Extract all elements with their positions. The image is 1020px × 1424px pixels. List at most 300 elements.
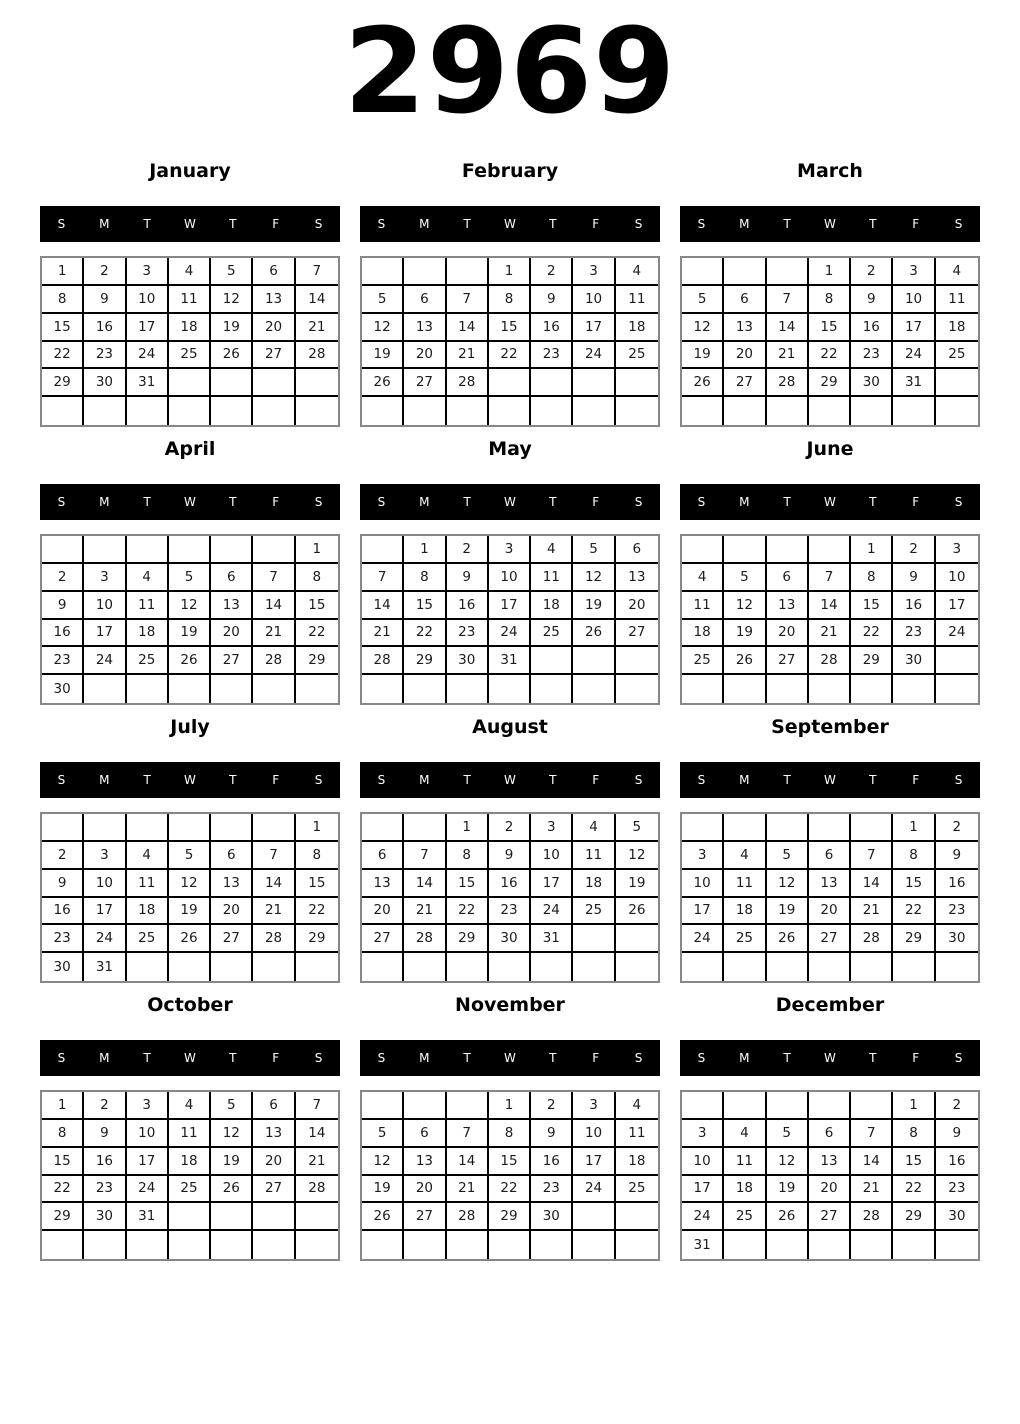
day-cell: 9 [531,286,573,314]
day-cell: 2 [531,258,573,286]
day-cell: 29 [42,369,84,397]
day-cell: 18 [724,1176,766,1204]
empty-day-cell [616,1231,658,1259]
weekday-label: T [783,773,791,787]
day-cell: 10 [127,286,169,314]
day-cell: 12 [362,1148,404,1176]
day-cell: 31 [84,953,126,981]
month-title: April [164,438,216,460]
empty-day-cell [296,1203,338,1231]
day-cell: 26 [767,1203,809,1231]
day-cell: 8 [489,1120,531,1148]
day-cell: 30 [936,925,978,953]
day-cell: 24 [84,925,126,953]
day-cell: 3 [127,1092,169,1120]
day-cell: 31 [531,925,573,953]
day-cell: 21 [253,898,295,926]
day-cell: 27 [362,925,404,953]
weekday-label: T [463,773,471,787]
empty-day-cell [573,1203,615,1231]
weekday-label: T [783,217,791,231]
day-cell: 24 [573,342,615,370]
day-cell: 4 [616,258,658,286]
weekday-header-bar [40,206,340,242]
day-cell: 7 [767,286,809,314]
day-cell: 8 [893,1120,935,1148]
day-cell: 6 [362,842,404,870]
day-cell: 17 [84,620,126,648]
empty-day-cell [682,953,724,981]
empty-day-cell [489,397,531,425]
empty-day-cell [724,1092,766,1120]
day-cell: 27 [616,620,658,648]
month-day-grid [680,812,980,983]
empty-day-cell [404,675,446,703]
empty-day-cell [893,953,935,981]
month-title: July [170,716,210,738]
day-cell: 6 [809,1120,851,1148]
empty-day-cell [253,814,295,842]
day-cell: 10 [936,564,978,592]
day-cell: 19 [169,620,211,648]
day-cell: 9 [42,592,84,620]
day-cell: 11 [724,1148,766,1176]
day-cell: 2 [851,258,893,286]
weekday-label: S [57,773,66,787]
day-cell: 27 [211,925,253,953]
empty-day-cell [682,397,724,425]
weekday-label: T [783,495,791,509]
day-cell: 16 [489,870,531,898]
day-cell: 11 [169,286,211,314]
weekday-label: S [954,1051,963,1065]
day-cell: 21 [851,1176,893,1204]
day-cell: 11 [531,564,573,592]
day-cell: 2 [84,1092,126,1120]
day-cell: 1 [42,258,84,286]
empty-day-cell [169,1231,211,1259]
day-cell: 14 [296,1120,338,1148]
empty-day-cell [169,675,211,703]
empty-day-cell [296,953,338,981]
empty-day-cell [127,1231,169,1259]
day-cell: 22 [296,898,338,926]
day-cell: 13 [211,592,253,620]
empty-day-cell [851,397,893,425]
day-cell: 12 [211,1120,253,1148]
day-cell: 30 [84,369,126,397]
day-cell: 20 [809,1176,851,1204]
weekday-label: T [869,217,877,231]
empty-day-cell [253,369,295,397]
day-cell: 6 [253,258,295,286]
empty-day-cell [767,536,809,564]
day-cell: 27 [253,342,295,370]
day-cell: 23 [531,1176,573,1204]
day-cell: 7 [296,258,338,286]
day-cell: 13 [616,564,658,592]
day-cell: 3 [127,258,169,286]
day-cell: 31 [682,1231,724,1259]
weekday-header-bar [680,206,980,242]
empty-day-cell [682,1092,724,1120]
day-cell: 4 [531,536,573,564]
day-cell: 2 [42,564,84,592]
month-june [680,433,980,711]
day-cell: 1 [489,258,531,286]
weekday-label: S [57,495,66,509]
month-title: October [147,994,233,1016]
day-cell: 2 [84,258,126,286]
day-cell: 15 [296,592,338,620]
day-cell: 9 [447,564,489,592]
weekday-label: T [229,773,237,787]
weekday-label: M [419,1051,430,1065]
day-cell: 27 [809,925,851,953]
weekday-label: F [272,773,280,787]
day-cell: 21 [362,620,404,648]
day-cell: 21 [404,898,446,926]
day-cell: 7 [447,1120,489,1148]
month-day-grid [360,534,660,705]
day-cell: 15 [893,870,935,898]
empty-day-cell [936,953,978,981]
day-cell: 11 [724,870,766,898]
weekday-label: S [954,495,963,509]
day-cell: 22 [893,1176,935,1204]
month-december [680,989,980,1267]
day-cell: 24 [573,1176,615,1204]
weekday-label: T [783,1051,791,1065]
day-cell: 29 [404,647,446,675]
day-cell: 4 [682,564,724,592]
empty-day-cell [616,925,658,953]
empty-day-cell [362,953,404,981]
weekday-label: W [184,773,196,787]
weekday-label: W [184,1051,196,1065]
day-cell: 10 [573,1120,615,1148]
day-cell: 14 [767,314,809,342]
day-cell: 7 [253,564,295,592]
day-cell: 26 [724,647,766,675]
empty-day-cell [767,1231,809,1259]
month-day-grid [360,256,660,427]
calendar-page [0,2,1020,1267]
month-title: August [472,716,548,738]
day-cell: 13 [809,870,851,898]
day-cell: 23 [936,898,978,926]
day-cell: 18 [169,314,211,342]
day-cell: 20 [616,592,658,620]
weekday-header-bar [40,1040,340,1076]
month-august [360,711,660,989]
day-cell: 19 [169,898,211,926]
day-cell: 23 [531,342,573,370]
day-cell: 8 [851,564,893,592]
month-february [360,155,660,433]
day-cell: 15 [447,870,489,898]
weekday-header-bar [680,484,980,520]
empty-day-cell [211,1231,253,1259]
day-cell: 8 [42,1120,84,1148]
day-cell: 28 [447,1203,489,1231]
day-cell: 19 [362,342,404,370]
day-cell: 15 [296,870,338,898]
weekday-label: W [504,495,516,509]
day-cell: 1 [809,258,851,286]
day-cell: 19 [682,342,724,370]
day-cell: 5 [767,842,809,870]
day-cell: 30 [489,925,531,953]
empty-day-cell [42,536,84,564]
weekday-label: T [869,1051,877,1065]
day-cell: 27 [253,1176,295,1204]
month-july [40,711,340,989]
empty-day-cell [809,814,851,842]
day-cell: 27 [809,1203,851,1231]
month-january [40,155,340,433]
day-cell: 13 [253,1120,295,1148]
day-cell: 29 [809,369,851,397]
empty-day-cell [169,953,211,981]
day-cell: 14 [447,1148,489,1176]
day-cell: 21 [851,898,893,926]
weekday-label: S [377,773,386,787]
month-day-grid [40,812,340,983]
day-cell: 19 [573,592,615,620]
day-cell: 18 [936,314,978,342]
weekday-header-bar [40,762,340,798]
day-cell: 12 [682,314,724,342]
day-cell: 12 [724,592,766,620]
day-cell: 12 [767,1148,809,1176]
day-cell: 5 [169,564,211,592]
empty-day-cell [616,369,658,397]
day-cell: 7 [253,842,295,870]
day-cell: 12 [573,564,615,592]
day-cell: 6 [404,1120,446,1148]
day-cell: 9 [42,870,84,898]
weekday-label: W [184,495,196,509]
day-cell: 7 [296,1092,338,1120]
day-cell: 5 [616,814,658,842]
day-cell: 22 [489,1176,531,1204]
months-grid [40,155,980,1267]
day-cell: 19 [767,898,809,926]
weekday-label: W [824,1051,836,1065]
day-cell: 27 [404,1203,446,1231]
day-cell: 14 [447,314,489,342]
month-march [680,155,980,433]
weekday-label: M [739,773,750,787]
weekday-label: S [57,217,66,231]
day-cell: 29 [893,1203,935,1231]
empty-day-cell [682,814,724,842]
weekday-label: F [592,217,600,231]
day-cell: 18 [127,620,169,648]
empty-day-cell [893,1231,935,1259]
day-cell: 1 [893,1092,935,1120]
day-cell: 4 [127,842,169,870]
day-cell: 13 [767,592,809,620]
empty-day-cell [724,953,766,981]
day-cell: 26 [573,620,615,648]
weekday-label: T [143,217,151,231]
day-cell: 4 [724,842,766,870]
empty-day-cell [253,1203,295,1231]
weekday-label: S [697,495,706,509]
weekday-label: F [912,217,920,231]
day-cell: 15 [893,1148,935,1176]
empty-day-cell [573,397,615,425]
day-cell: 6 [404,286,446,314]
empty-day-cell [724,1231,766,1259]
weekday-label: S [634,217,643,231]
day-cell: 28 [767,369,809,397]
empty-day-cell [404,1231,446,1259]
weekday-label: W [504,1051,516,1065]
day-cell: 21 [447,342,489,370]
day-cell: 17 [893,314,935,342]
weekday-label: M [419,773,430,787]
day-cell: 28 [296,1176,338,1204]
day-cell: 24 [127,1176,169,1204]
day-cell: 10 [893,286,935,314]
weekday-label: W [824,773,836,787]
day-cell: 30 [851,369,893,397]
empty-day-cell [447,953,489,981]
weekday-header-bar [360,206,660,242]
empty-day-cell [296,1231,338,1259]
day-cell: 20 [362,898,404,926]
weekday-label: T [463,495,471,509]
empty-day-cell [296,397,338,425]
weekday-label: T [549,773,557,787]
empty-day-cell [253,397,295,425]
day-cell: 9 [936,1120,978,1148]
weekday-header-bar [360,1040,660,1076]
day-cell: 17 [682,898,724,926]
empty-day-cell [682,675,724,703]
day-cell: 12 [767,870,809,898]
day-cell: 12 [211,286,253,314]
weekday-label: S [314,1051,323,1065]
weekday-label: S [377,495,386,509]
month-october [40,989,340,1267]
empty-day-cell [767,1092,809,1120]
day-cell: 21 [447,1176,489,1204]
day-cell: 21 [253,620,295,648]
empty-day-cell [682,536,724,564]
day-cell: 1 [404,536,446,564]
day-cell: 21 [296,314,338,342]
empty-day-cell [724,675,766,703]
day-cell: 28 [447,369,489,397]
day-cell: 30 [531,1203,573,1231]
empty-day-cell [404,814,446,842]
weekday-label: F [592,495,600,509]
empty-day-cell [573,369,615,397]
day-cell: 22 [851,620,893,648]
day-cell: 18 [616,314,658,342]
day-cell: 25 [724,1203,766,1231]
day-cell: 7 [809,564,851,592]
day-cell: 4 [127,564,169,592]
month-day-grid [360,1090,660,1261]
day-cell: 20 [809,898,851,926]
empty-day-cell [531,953,573,981]
day-cell: 3 [84,564,126,592]
month-day-grid [680,534,980,705]
day-cell: 2 [447,536,489,564]
empty-day-cell [447,258,489,286]
empty-day-cell [809,1092,851,1120]
day-cell: 23 [84,1176,126,1204]
empty-day-cell [724,258,766,286]
day-cell: 1 [296,814,338,842]
day-cell: 6 [616,536,658,564]
day-cell: 11 [573,842,615,870]
empty-day-cell [211,369,253,397]
day-cell: 11 [682,592,724,620]
empty-day-cell [296,369,338,397]
empty-day-cell [616,397,658,425]
weekday-label: S [634,495,643,509]
day-cell: 9 [851,286,893,314]
day-cell: 16 [936,1148,978,1176]
day-cell: 26 [169,925,211,953]
empty-day-cell [489,1231,531,1259]
empty-day-cell [851,953,893,981]
day-cell: 10 [682,1148,724,1176]
day-cell: 10 [489,564,531,592]
day-cell: 25 [127,925,169,953]
day-cell: 5 [573,536,615,564]
day-cell: 25 [169,342,211,370]
day-cell: 14 [809,592,851,620]
month-september [680,711,980,989]
day-cell: 22 [447,898,489,926]
weekday-label: S [314,217,323,231]
day-cell: 3 [489,536,531,564]
day-cell: 20 [253,1148,295,1176]
day-cell: 3 [573,1092,615,1120]
day-cell: 23 [936,1176,978,1204]
weekday-label: T [463,1051,471,1065]
empty-day-cell [531,397,573,425]
day-cell: 27 [211,647,253,675]
day-cell: 25 [616,1176,658,1204]
day-cell: 15 [809,314,851,342]
day-cell: 26 [362,369,404,397]
day-cell: 23 [42,925,84,953]
day-cell: 16 [893,592,935,620]
day-cell: 25 [616,342,658,370]
day-cell: 11 [616,286,658,314]
day-cell: 16 [936,870,978,898]
day-cell: 9 [893,564,935,592]
day-cell: 31 [489,647,531,675]
empty-day-cell [767,675,809,703]
day-cell: 4 [169,1092,211,1120]
day-cell: 6 [253,1092,295,1120]
day-cell: 28 [253,647,295,675]
day-cell: 3 [936,536,978,564]
day-cell: 10 [84,592,126,620]
day-cell: 4 [616,1092,658,1120]
day-cell: 30 [447,647,489,675]
weekday-label: S [57,1051,66,1065]
